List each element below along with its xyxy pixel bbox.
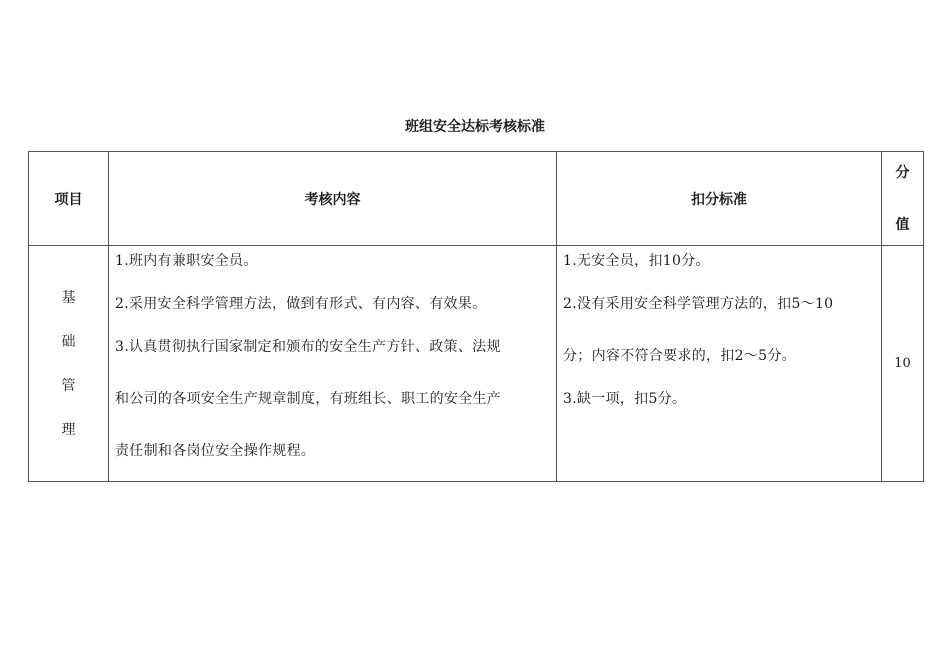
item-char: 理 <box>61 421 76 438</box>
header-content: 考核内容 <box>109 152 557 246</box>
deduction-cell <box>557 246 882 482</box>
content-line: 3.认真贯彻执行国家制定和颁布的安全生产方针、政策、法规 <box>115 339 501 355</box>
deduction-line: 2.没有采用安全科学管理方法的，扣5～10 <box>563 296 834 312</box>
item-cell <box>29 246 109 482</box>
table-header-row <box>29 152 924 246</box>
score-cell: 10 <box>882 246 924 482</box>
header-score-char: 值 <box>895 216 910 233</box>
deduction-line: 分；内容不符合要求的，扣2～5分。 <box>563 348 796 364</box>
item-char: 基 <box>61 289 76 306</box>
header-score-char: 分 <box>895 164 910 181</box>
content-line: 2.采用安全科学管理方法，做到有形式、有内容、有效果。 <box>115 296 487 312</box>
item-char: 础 <box>61 333 76 350</box>
item-char: 管 <box>61 377 76 394</box>
content-line: 和公司的各项安全生产规章制度，有班组长、职工的安全生产 <box>115 391 502 407</box>
table-row <box>29 246 924 482</box>
header-score <box>882 152 924 246</box>
document-title: 班组安全达标考核标准 <box>405 119 545 135</box>
header-item: 项目 <box>29 152 109 246</box>
content-line: 1.班内有兼职安全员。 <box>115 253 258 269</box>
content-line: 责任制和各岗位安全操作规程。 <box>115 443 316 459</box>
deduction-line: 3.缺一项，扣5分。 <box>563 391 687 407</box>
content-cell <box>109 246 557 482</box>
header-deduction: 扣分标准 <box>557 152 882 246</box>
deduction-line: 1.无安全员，扣10分。 <box>563 253 710 269</box>
assessment-table <box>28 151 924 482</box>
